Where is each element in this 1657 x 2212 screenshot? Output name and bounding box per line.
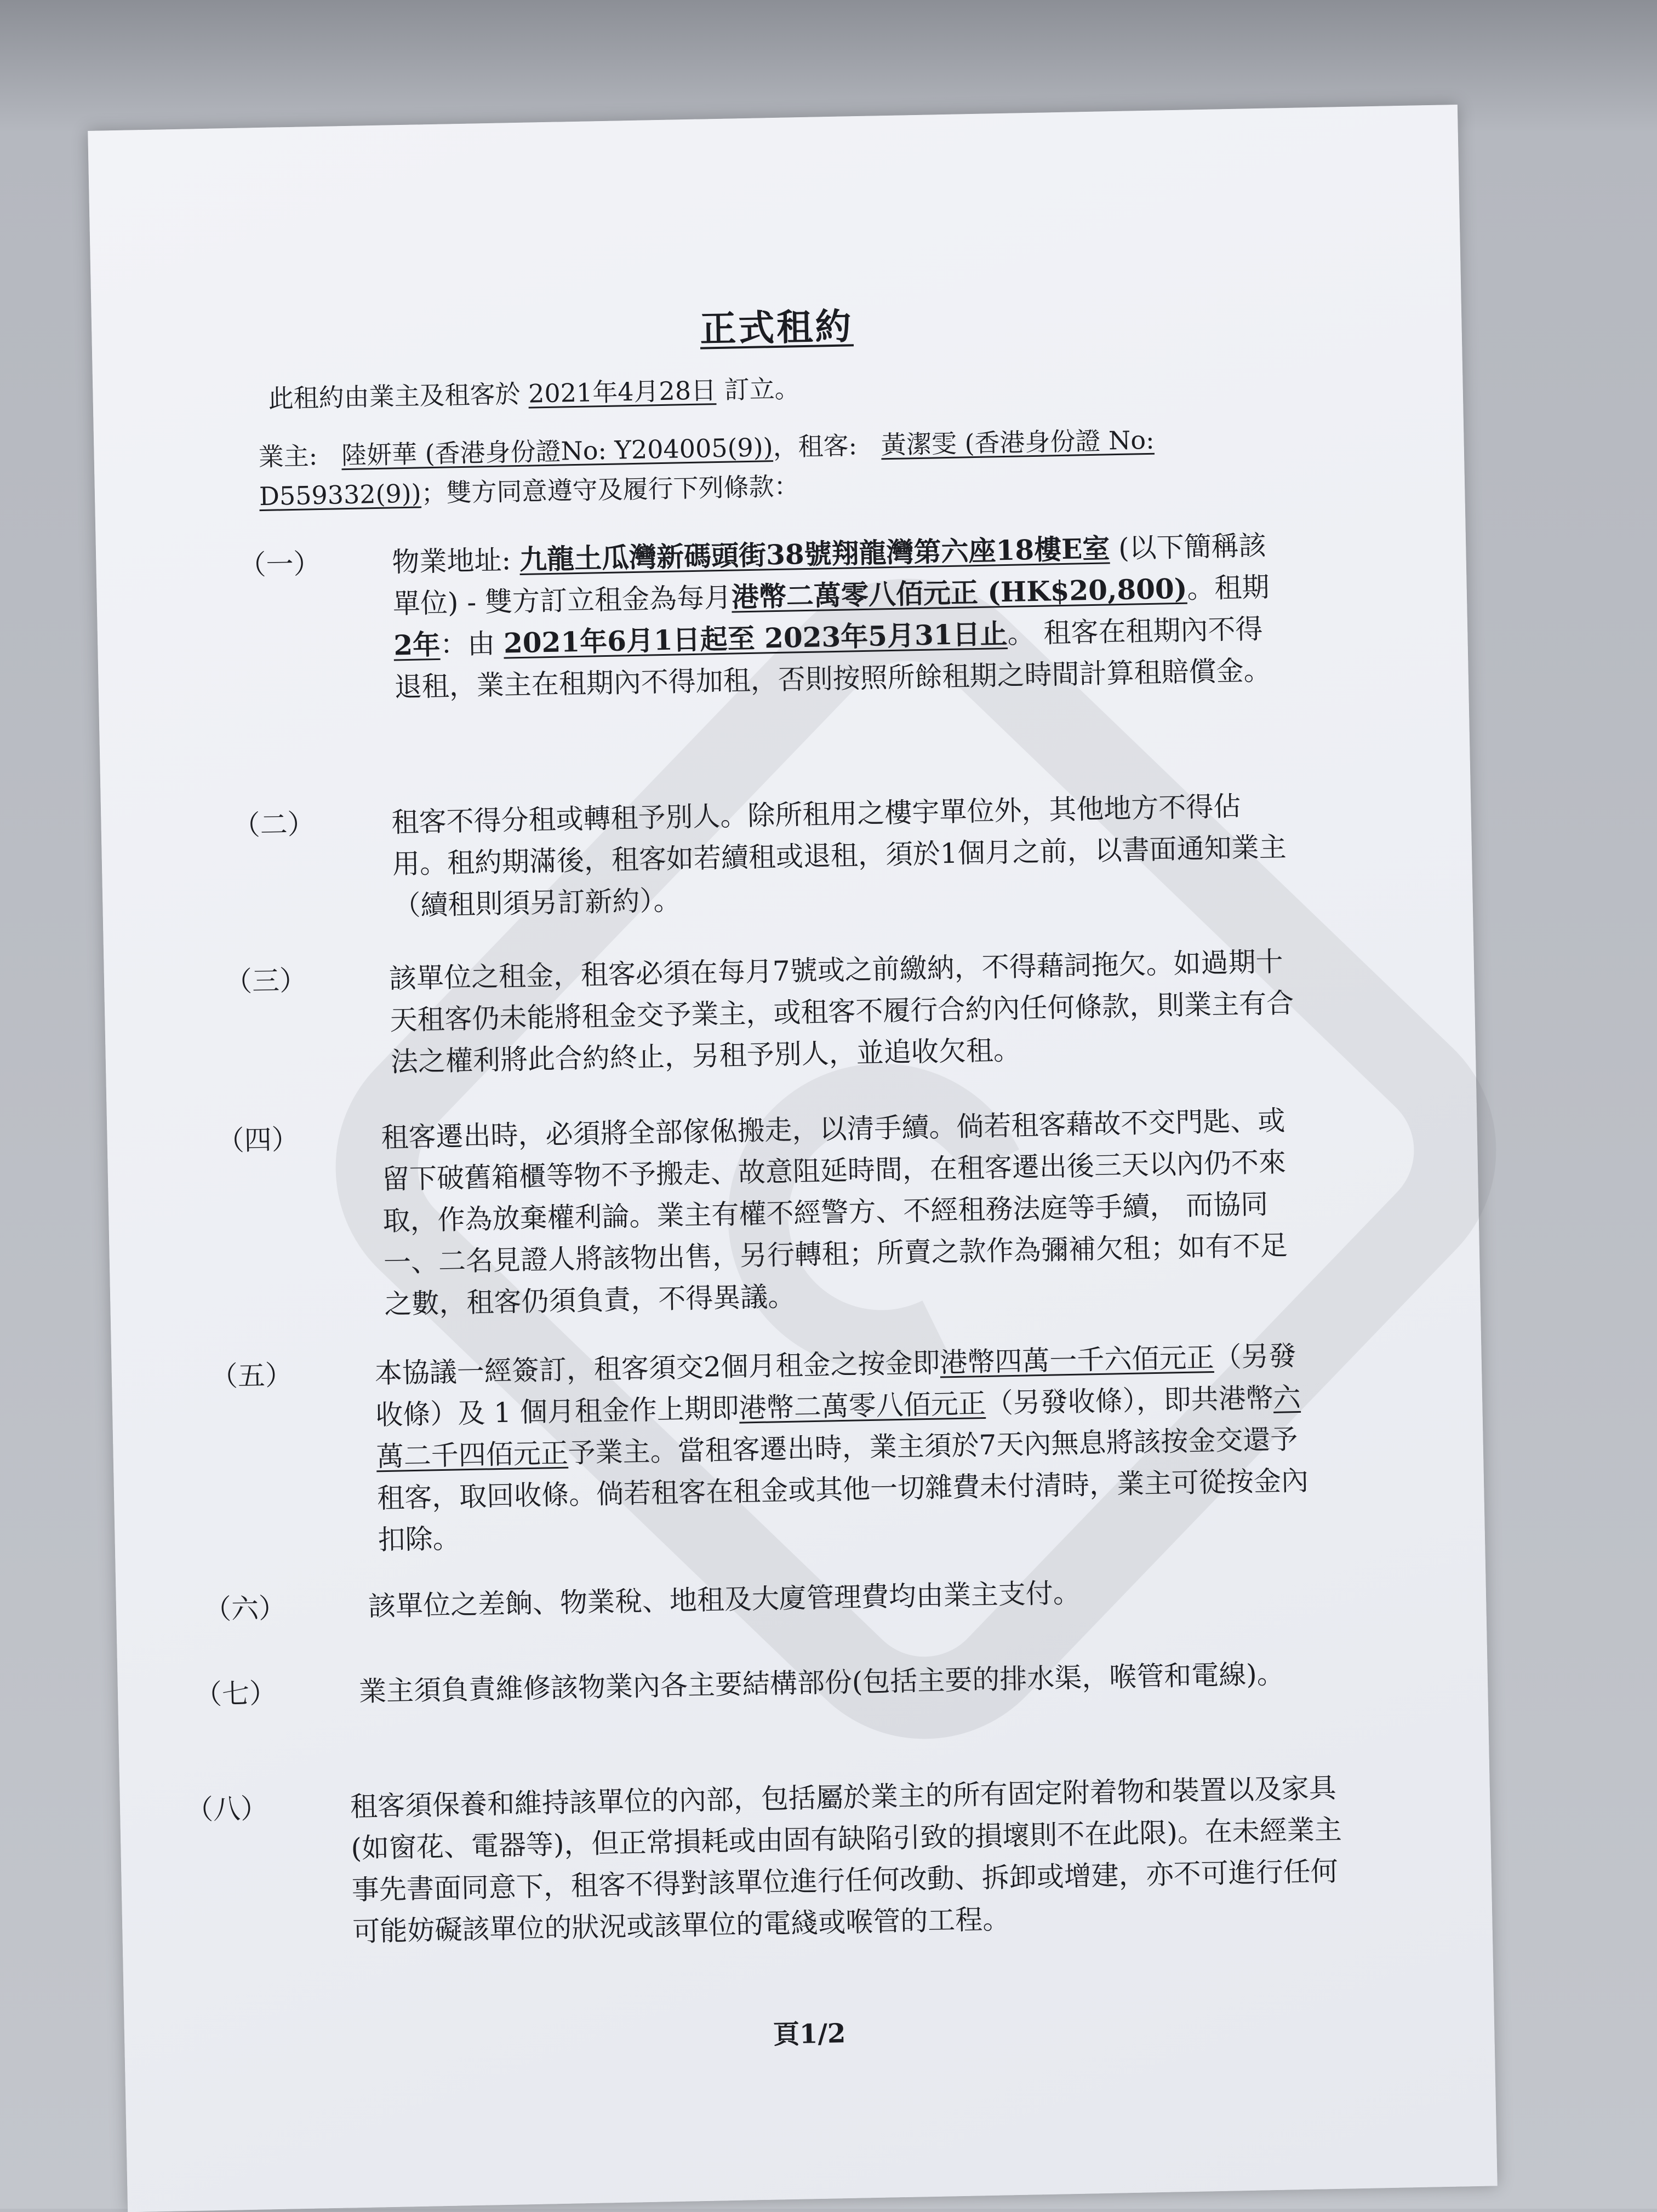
clause-number: （七） [194,1677,277,1711]
page-number: 頁1/2 [773,2018,846,2050]
clause-number: （四） [216,1123,300,1157]
clause-highlight: 港幣二萬零八佰元正 [739,1387,986,1424]
clause-number: （二） [232,808,316,842]
landlord-label: 業主: [258,441,318,472]
clause-highlight: 九龍土瓜灣新碼頭街38號翔龍灣第六座18樓E室 [519,532,1110,576]
clause-segment: 該單位之差餉、物業稅、地租及大廈管理費均由業主支付。 [368,1577,1081,1623]
document-title: 正式租約 [699,305,854,351]
lease-document [88,105,1497,2212]
clause-highlight: 六萬二千四佰元正 [376,1381,1301,1473]
clause-segment: （另發收條）及 1 個月租金作上期即 [375,1340,1296,1431]
clause-highlight: 港幣四萬一千六佰元正 [939,1341,1214,1379]
clause-number: （五） [210,1359,293,1393]
agreement-date: 2021年4月28日 [528,375,717,409]
intro-line [268,369,800,418]
clause-segment: 租客不得分租或轉租予別人。除所租用之樓宇單位外，其他地方不得佔用。租約期滿後，租客如若續租或退租，須於1個月之前，以書面通知業主（續租則須另訂新約）。 [391,790,1287,922]
clause-segment: 業主須負責維修該物業內各主要結構部份(包括主要的排水渠，喉管和電線)。 [358,1658,1285,1708]
clause-segment: 予業主。當租客遷出時，業主須於7天內無息將該按金交還予租客，取回收條。倘若租客在租金或其他一切雜費未付清時，業主可從按金內扣除。 [376,1423,1309,1556]
clause-text [358,1652,1334,1712]
landlord-name: 陸妍華 (香港身份證No: Y204005(9)) [341,432,774,471]
parties-paragraph [258,417,1300,516]
clause-segment: （另發收條），即共港幣 [985,1382,1274,1419]
clause-highlight: 港幣二萬零八佰元正 (HK$20,800) [731,572,1187,614]
clause-segment: 本協議一經簽訂，租客須交2個月租金之按金即 [374,1346,941,1390]
clause-number: （一） [238,547,322,581]
clause-segment: 該單位之租金，租客必須在每月7號或之前繳納，不得藉詞拖欠。如過期十天租客仍未能將租金交予業主，或租客不履行合約內任何條款，則業主有合法之權利將此合約終止，另租予別人，並追收欠租。 [388,945,1294,1078]
clause-text [388,941,1300,1083]
intro-suffix: 訂立。 [724,374,801,405]
clause-segment: 租客須保養和維持該單位的內部，包括屬於業主的所有固定附着物和裝置以及家具(如窗花、電器等)，但正常損耗或由固有缺陷引致的損壞則不在此限)。在未經業主事先書面同意下，租客不得對該單位進行任何改動、拆卸或增建，亦不可進行任何可能妨礙該單位的狀況或該單位的電綫或喉管的工程。 [350,1772,1342,1948]
clause-segment: 。 租客在租期內不得退租，業主在租期內不得加租，否則按照所餘租期之時間計算租賠償金。 [394,613,1272,703]
intro-prefix: 此租約由業主及租客於 [268,379,521,414]
clause-segment: (以下簡稱該單位) - 雙方訂立租金為每月 [392,529,1267,620]
clause-segment: 物業地址: [391,544,520,578]
clause-text [368,1567,1333,1628]
clause-number: （六） [203,1592,287,1626]
tenant-label: ，租客: [773,431,858,462]
clause-number: （八） [185,1792,268,1826]
clause-highlight: 2年 [393,628,441,662]
parties-suffix: ；雙方同意遵守及履行下列條款： [421,471,800,508]
clause-text [392,524,1283,708]
clause-segment: 租客遷出時，必須將全部傢俬搬走，以清手續。倘若租客藉故不交門匙、或留下破舊箱櫃等物不予搬走、故意阻延時間，在租客遷出後三天以內仍不來取，作為放棄權利論。業主有權不經警方、不經租務法庭等手續， 而協同一、二名見證人將該物出售，另行轉租；所賣之款作為彌補欠租；如有不足之數，租客仍須負責，不得異議。 [381,1104,1288,1320]
clause-text [350,1767,1350,1952]
clause-text [374,1334,1321,1561]
clause-highlight: 2021年6月1日起至 2023年5月31日止 [503,617,1008,660]
document-page [88,105,1497,2212]
clause-text [381,1099,1311,1325]
clause-number: （三） [224,964,307,998]
tenant-name: 黃潔雯 (香港身份證 No: D559332(9)) [259,425,1155,512]
clause-text [391,784,1292,926]
clause-segment: ：由 [439,627,504,661]
clause-segment: 。租期 [1186,571,1270,605]
